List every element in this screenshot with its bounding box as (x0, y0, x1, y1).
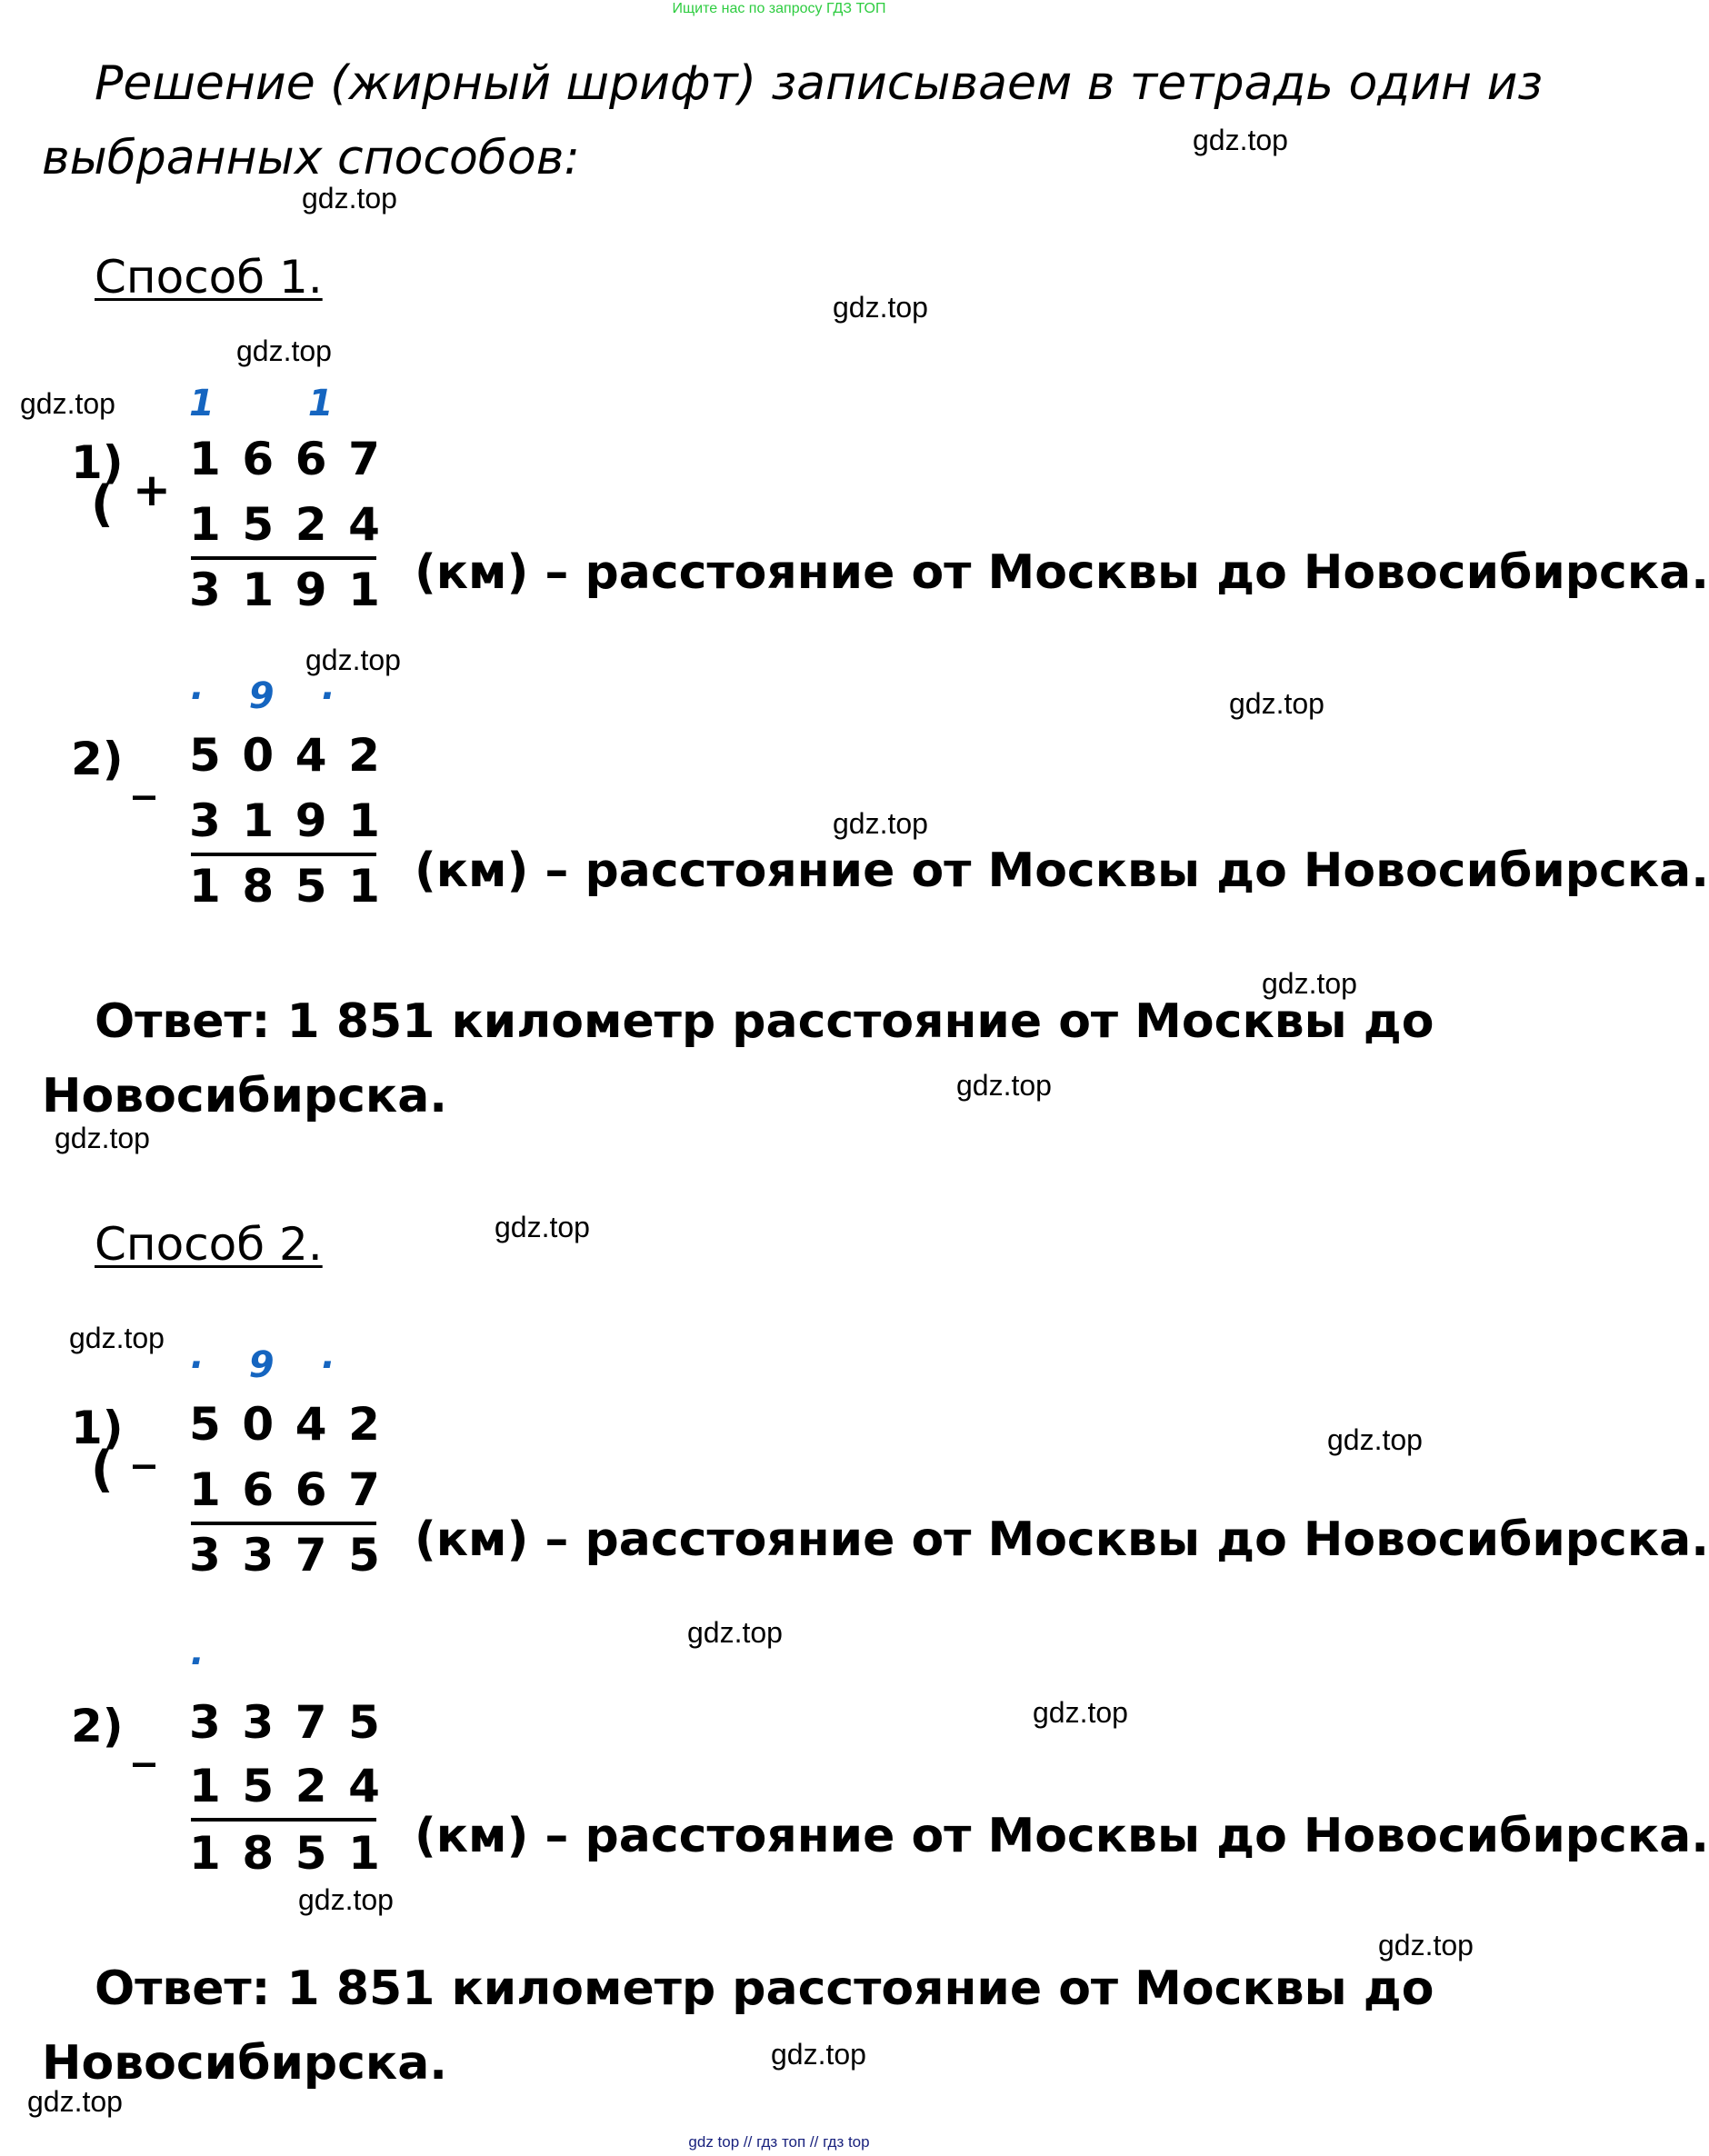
step-number: 2) (71, 1700, 124, 1752)
watermark: gdz.top (1229, 687, 1324, 720)
carry-row: · (189, 1641, 204, 1682)
minus-sign: _ (133, 1714, 155, 1767)
intro-line-2: выбранных способов: (42, 131, 580, 185)
result-label: (км) – расстояние от Москвы до Новосибирска. (415, 1809, 1709, 1863)
minus-sign: _ (133, 747, 155, 800)
result-label: (км) – расстояние от Москвы до Новосибирска. (415, 1512, 1709, 1567)
watermark: gdz.top (20, 387, 115, 420)
operand-b: 1 5 2 4 (189, 1760, 380, 1812)
operand-b: 1 5 2 4 (189, 498, 380, 551)
watermark: gdz.top (1327, 1423, 1423, 1456)
watermark: gdz.top (956, 1069, 1052, 1102)
operand-a: 1 6 6 7 (189, 433, 380, 485)
carry-row: · 9 · (189, 675, 335, 717)
method2-answer-line-2: Новосибирска. (42, 2036, 448, 2091)
watermark: gdz.top (27, 2085, 123, 2118)
step-number: 1) (71, 1402, 124, 1454)
watermark: gdz.top (236, 334, 332, 367)
difference-line (191, 853, 376, 856)
method1-answer-line-1: Ответ: 1 851 километр расстояние от Москвы до (95, 994, 1434, 1049)
watermark: gdz.top (305, 644, 401, 676)
result-label: (км) – расстояние от Москвы до Новосибирска. (415, 843, 1709, 898)
carry-digit: 1 (307, 383, 334, 424)
carry-row: · 9 · (189, 1344, 335, 1386)
watermark: gdz.top (1262, 967, 1357, 1000)
carry-row (189, 385, 380, 422)
step-number: 2) (71, 733, 124, 785)
watermark: gdz.top (55, 1122, 150, 1154)
operand-a: 5 0 4 2 (189, 1398, 380, 1451)
method1-heading: Способ 1. (95, 251, 323, 304)
watermark: gdz.top (1378, 1929, 1474, 1961)
difference-line (191, 1522, 376, 1525)
method2-heading: Способ 2. (95, 1218, 323, 1271)
watermark: gdz.top (69, 1322, 165, 1354)
result: 1 8 5 1 (189, 860, 380, 913)
step-number: 1) (71, 436, 124, 489)
watermark: gdz.top (1033, 1696, 1128, 1729)
top-note: Ищите нас по запросу ГДЗ ТОП (672, 1, 886, 16)
operand-b: 3 1 9 1 (189, 794, 380, 847)
result: 3 3 7 5 (189, 1529, 380, 1582)
watermark: gdz.top (771, 2038, 866, 2071)
result: 3 1 9 1 (189, 564, 380, 616)
watermark: gdz.top (302, 182, 397, 215)
watermark: gdz.top (833, 291, 928, 324)
watermark: gdz.top (687, 1616, 783, 1649)
watermark: gdz.top (833, 807, 928, 840)
paren-mark: ( (91, 475, 114, 533)
paren-mark: ( (91, 1441, 114, 1498)
bottom-note: gdz top // гдз топ // гдз top (688, 2133, 870, 2151)
difference-line (191, 1818, 376, 1822)
method2-answer-line-1: Ответ: 1 851 километр расстояние от Москвы до (95, 1961, 1434, 2016)
watermark: gdz.top (1193, 124, 1288, 156)
plus-sign: + (133, 464, 171, 516)
operand-a: 5 0 4 2 (189, 729, 380, 782)
result: 1 8 5 1 (189, 1827, 380, 1880)
carry-digit: 1 (189, 383, 215, 424)
watermark: gdz.top (298, 1883, 394, 1916)
method1-answer-line-2: Новосибирска. (42, 1069, 448, 1123)
operand-a: 3 3 7 5 (189, 1696, 380, 1749)
minus-sign: _ (133, 1416, 155, 1469)
intro-line-1: Решение (жирный шрифт) записываем в тетрадь один из (95, 56, 1544, 111)
result-label: (км) – расстояние от Москвы до Новосибирска. (415, 545, 1709, 600)
operand-b: 1 6 6 7 (189, 1463, 380, 1516)
sum-line (191, 556, 376, 560)
watermark: gdz.top (495, 1211, 590, 1243)
